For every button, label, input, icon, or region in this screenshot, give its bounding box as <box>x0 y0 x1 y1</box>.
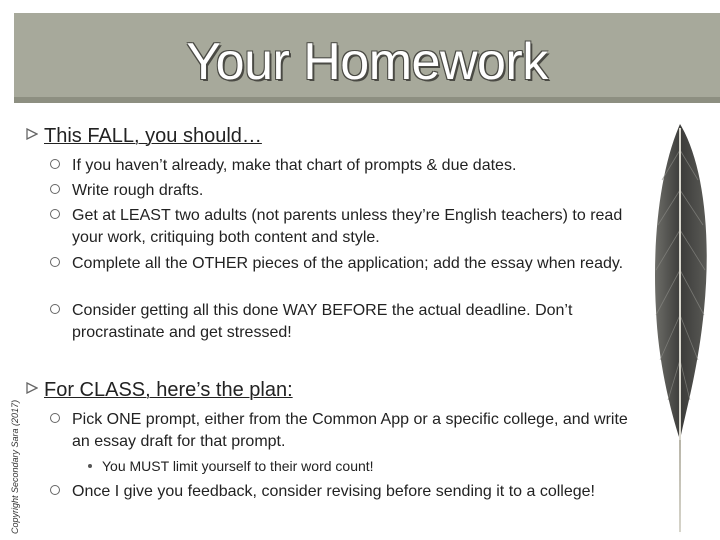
list-item: Write rough drafts. <box>50 180 650 202</box>
circle-bullet-icon <box>50 184 60 194</box>
circle-bullet-icon <box>50 485 60 495</box>
dot-bullet-icon <box>88 464 92 468</box>
section-fall-label: This FALL, you should… <box>44 125 262 147</box>
circle-bullet-icon <box>50 257 60 267</box>
section-fall-heading <box>26 124 262 148</box>
sub-list-item: You MUST limit yourself to their word count! <box>88 458 374 474</box>
list-item: Once I give you feedback, consider revising before sending it to a college! <box>50 481 610 503</box>
title-banner <box>14 13 720 103</box>
circle-bullet-icon <box>50 159 60 169</box>
bullet-arrow-icon <box>26 382 38 394</box>
section-class-label: For CLASS, here’s the plan: <box>44 379 293 401</box>
section-class-heading <box>26 378 293 402</box>
list-item: Consider getting all this done WAY BEFORE the actual deadline. Don’t procrastinate and get stressed! <box>50 300 655 344</box>
copyright-text: Copyright Secondary Sara (2017) <box>10 399 20 534</box>
circle-bullet-icon <box>50 413 60 423</box>
bullet-arrow-icon <box>26 128 38 140</box>
title-accent-bar <box>14 97 720 103</box>
slide-title: Your Homework <box>186 33 548 91</box>
list-item: Pick ONE prompt, either from the Common App or a specific college, and write an essay draft for that prompt. <box>50 409 640 453</box>
list-item: Get at LEAST two adults (not parents unless they’re English teachers) to read your work, critiquing both content and style. <box>50 205 655 249</box>
circle-bullet-icon <box>50 304 60 314</box>
list-item: Complete all the OTHER pieces of the application; add the essay when ready. <box>50 253 655 275</box>
circle-bullet-icon <box>50 209 60 219</box>
copyright-notice <box>0 364 20 534</box>
list-item: If you haven’t already, make that chart of prompts & due dates. <box>50 155 650 177</box>
quill-feather-image <box>640 120 720 540</box>
